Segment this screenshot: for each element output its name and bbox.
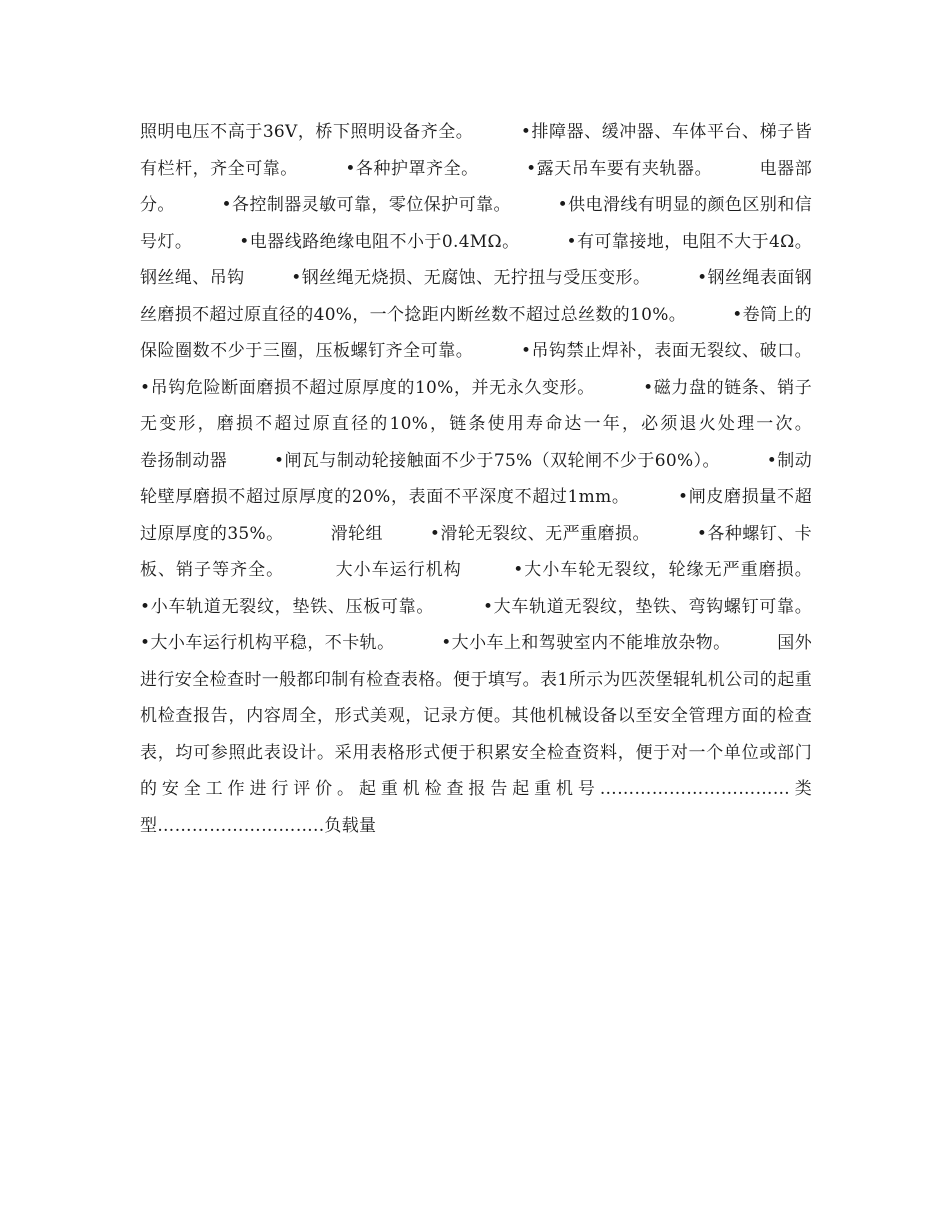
document-body-text: 照明电压不高于36V，桥下照明设备齐全。 •排障器、缓冲器、车体平台、梯子皆有栏杆，齐全可靠。 •各种护罩齐全。 •露天吊车要有夹轨器。 电器部分。 •各控制器灵敏可靠，零位保护可靠。 •供电滑线有明显的颜色区别和信号灯。 •电器线路绝缘电阻不小于0.4MΩ。 •有可靠接地，电阻不大于4Ω。 钢丝绳、吊钩 •钢丝绳无烧损、无腐蚀、无拧扭与受压变形。 •钢丝绳表面钢丝磨损不超过原直径的40%，一个捻距内断丝数不超过总丝数的10%。 •卷筒上的保险圈数不少于三圈，压板螺钉齐全可靠。 •吊钩禁止焊补，表面无裂纹、破口。 •吊钩危险断面磨损不超过原厚度的10%，并无永久变形。 •磁力盘的链条、销子无变形，磨损不超过原直径的10%，链条使用寿命达一年，必须退火处理一次。 卷扬制动器 •闸瓦与制动轮接触面不少于75%（双轮闸不少于60%）。 •制动轮壁厚磨损不超过原厚度的20%，表面不平深度不超过1mm。 •闸皮磨损量不超过原厚度的35%。 滑轮组 •滑轮无裂纹、无严重磨损。 •各种螺钉、卡板、销子等齐全。 大小车运行机构 •大小车轮无裂纹，轮缘无严重磨损。 •小车轨道无裂纹，垫铁、压板可靠。 •大车轨道无裂纹，垫铁、弯钩螺钉可靠。 •大小车运行机构平稳，不卡轨。 •大小车上和驾驶室内不能堆放杂物。 国外进行安全检查时一般都印制有检查表格。便于填写。表1所示为匹茨堡辊轧机公司的起重机检查报告，内容周全，形式美观，记录方便。其他机械设备以至安全管理方面的检查表，均可参照此表设计。采用表格形式便于积累安全检查资料，便于对一个单位或部门的安全工作进行评价。起重机检查报告起重机号……………………………类型………………………..负载量 <box>140 122 858 836</box>
